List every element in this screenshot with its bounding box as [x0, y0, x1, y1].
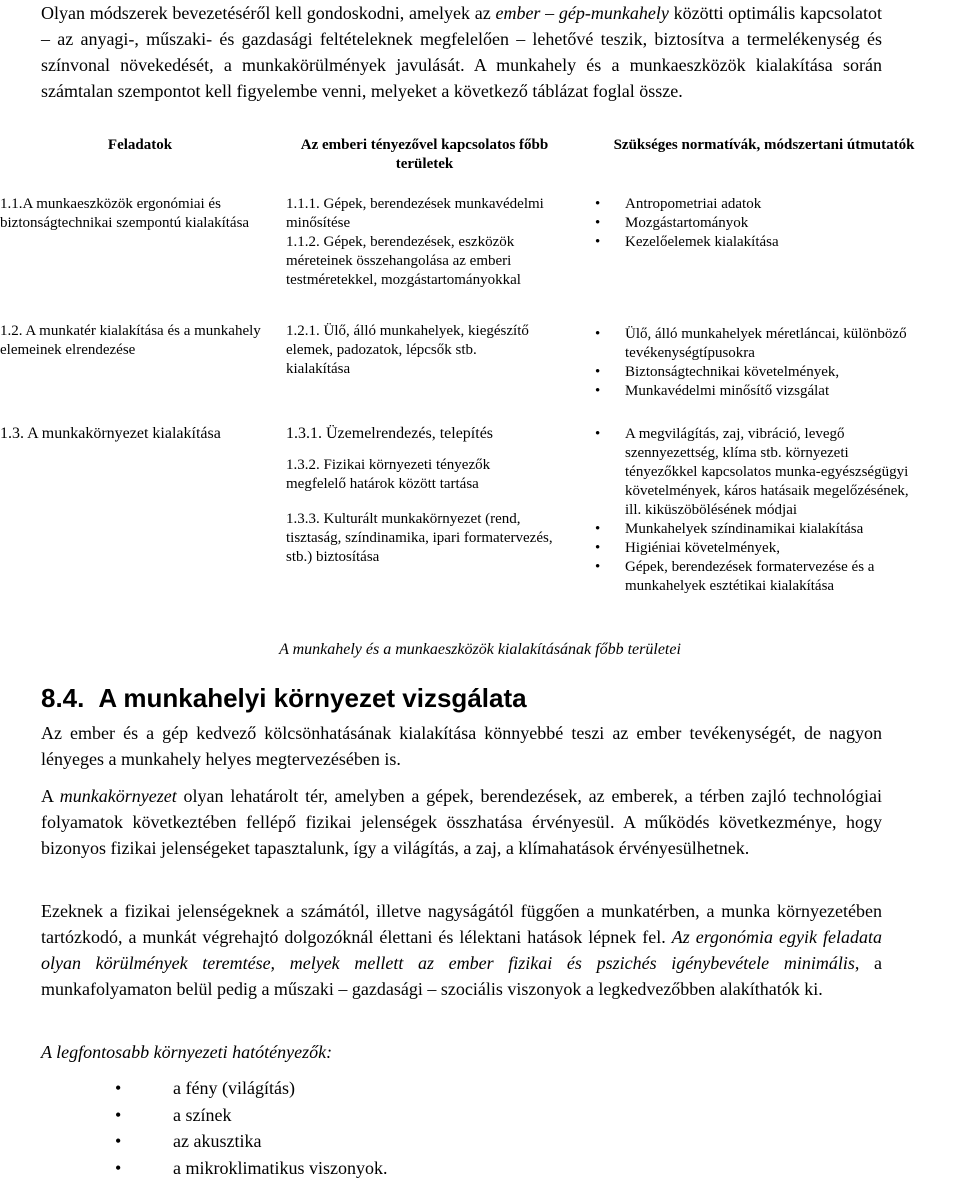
row2-task: 1.2. A munkatér kialakítása és a munkahely elemeinek elrendezése: [0, 322, 270, 360]
bullet-icon: •: [115, 1155, 121, 1181]
bullet-icon: •: [115, 1075, 121, 1102]
header-emberi-tenyezo: Az emberi tényezővel kapcsolatos főbb területek: [282, 136, 567, 174]
list-item: [173, 1102, 387, 1129]
header-normativak: Szükséges normatívák, módszertani útmutatók: [568, 136, 960, 155]
intro-paragraph: [41, 0, 882, 104]
norm-text: Mozgástartományok: [625, 215, 748, 231]
bullet-icon: •: [115, 1102, 121, 1129]
p3-text-b: , a munkafolyamaton belül pedig a műszaki – gazdasági – szociális viszonyok a legkedvezőbben alakíthatók ki.: [41, 953, 882, 999]
factors-title: A legfontosabb környezeti hatótényezők:: [41, 1039, 332, 1065]
p2-text-a: A: [41, 786, 60, 806]
list-item: [625, 520, 925, 539]
norm-text: Biztonságtechnikai követelmények,: [625, 364, 839, 380]
factor-text: az akusztika: [173, 1131, 261, 1151]
list-item: [173, 1155, 387, 1181]
list-item: [625, 325, 925, 363]
paragraph-2: [41, 783, 882, 861]
row3-area-3: 1.3.3. Kulturált munkakörnyezet (rend, tisztaság, színdinamika, ipari formatervezés, stb.) biztosítása: [286, 510, 561, 567]
list-item: [625, 539, 925, 558]
norm-text: Antropometriai adatok: [625, 196, 761, 212]
list-item: [625, 363, 925, 382]
norm-text: Gépek, berendezések formatervezése és a munkahelyek esztétikai kialakítása: [625, 559, 874, 594]
row1-task: 1.1.A munkaeszközök ergonómiai és biztonságtechnikai szempontú kialakítása: [0, 195, 262, 233]
list-item: [625, 195, 925, 214]
bullet-icon: •: [595, 214, 600, 233]
bullet-icon: •: [595, 425, 600, 444]
list-item: [625, 233, 925, 252]
list-item: [173, 1075, 387, 1102]
norm-text: Munkavédelmi minősítő vizsgálat: [625, 383, 829, 399]
section-title: A munkahelyi környezet vizsgálata: [98, 683, 526, 713]
bullet-icon: •: [595, 382, 600, 401]
p2-text-b: olyan lehatárolt tér, amelyben a gépek, berendezések, az emberek, a térben zajló technológiai folyamatok következtében fellépő fizikai jelenségek összhatása érvényesül. A működés következménye, hogy bizonyos fizikai jelenségeket tapasztalunk, így a világítás, a zaj, a klímahatások érvényesülhetnek.: [41, 786, 882, 858]
factors-list: [173, 1075, 387, 1181]
paragraph-1: Az ember és a gép kedvező kölcsönhatásának kialakítása könnyebbé teszi az ember tevékenységét, de nagyon lényeges a munkahely helyes megtervezésében is.: [41, 720, 882, 772]
row2-area-1: 1.2.1. Ülő, álló munkahelyek, kiegészítő elemek, padozatok, lépcsők stb. kialakítása: [286, 322, 531, 379]
row3-task: 1.3. A munkakörnyezet kialakítása: [0, 424, 280, 443]
bullet-icon: •: [595, 520, 600, 539]
row1-norms-list: [625, 195, 925, 252]
list-item: [625, 558, 935, 596]
bullet-icon: •: [115, 1128, 121, 1155]
bullet-icon: •: [595, 233, 600, 252]
row1-area-1: 1.1.1. Gépek, berendezések munkavédelmi minősítése: [286, 195, 556, 233]
factor-text: a fény (világítás): [173, 1078, 295, 1098]
list-item: [625, 214, 925, 233]
section-number: 8.4.: [41, 683, 84, 713]
bullet-icon: •: [595, 195, 600, 214]
list-item: [173, 1128, 387, 1155]
norm-text: Ülő, álló munkahelyek méretláncai, különböző tevékenységtípusokra: [625, 326, 907, 361]
p2-emphasis: munkakörnyezet: [60, 786, 177, 806]
norm-text: Munkahelyek színdinamikai kialakítása: [625, 521, 863, 537]
row3-norms-list: [625, 425, 925, 596]
paragraph-3: [41, 898, 882, 1002]
p3-emphasis: Az ergonómia egyik feladata olyan körülmények teremtése, melyek mellett az ember fizikai és pszichés igénybevétele minimális: [41, 927, 882, 973]
norm-text: Kezelőelemek kialakítása: [625, 234, 779, 250]
norm-text: A megvilágítás, zaj, vibráció, levegő szennyezettség, klíma stb. környezeti tényezőkkel kapcsolatos munka-egyészségügyi követelmények, káros hatásaik megelőzésének, ill. kiküszöbölésének módjai: [625, 426, 909, 518]
intro-text-b: közötti optimális kapcsolatot – az anyagi-, műszaki- és gazdasági feltételeknek megfelelően – lehetővé teszik, biztosítva a termelékenység és színvonal növekedését, a munkakörülmények javulását. A munkahely és a munkaeszközök kialakítása során számtalan szempontot kell figyelembe venni, melyeket a következő táblázat foglal össze.: [41, 3, 882, 101]
bullet-icon: •: [595, 325, 600, 344]
list-item: [625, 425, 915, 520]
norm-text: Higiéniai követelmények,: [625, 540, 780, 556]
intro-text-a: Olyan módszerek bevezetéséről kell gondoskodni, amelyek az: [41, 3, 495, 23]
row3-area-2: 1.3.2. Fizikai környezeti tényezők megfelelő határok között tartása: [286, 456, 546, 494]
section-heading: [41, 683, 527, 713]
factor-text: a mikroklimatikus viszonyok.: [173, 1158, 387, 1178]
list-item: [625, 382, 925, 401]
bullet-icon: •: [595, 363, 600, 382]
table-caption: A munkahely és a munkaeszközök kialakításának főbb területei: [0, 640, 960, 660]
bullet-icon: •: [595, 539, 600, 558]
p3-text-a: Ezeknek a fizikai jelenségeknek a számától, illetve nagyságától függően a munkatérben, a munka környezetében tartózkodó, a munkát végrehajtó dolgozóknál élettani és lélektani hatások lépnek fel.: [41, 901, 882, 947]
intro-emphasis: ember – gép-munkahely: [495, 3, 668, 23]
row3-area-1: 1.3.1. Üzemelrendezés, telepítés: [286, 424, 566, 443]
factor-text: a színek: [173, 1105, 231, 1125]
row1-area-2: 1.1.2. Gépek, berendezések, eszközök méreteinek összehangolása az emberi testméretekkel, mozgástartományokkal: [286, 233, 566, 290]
header-feladatok: Feladatok: [40, 136, 240, 155]
row2-norms-list: [625, 325, 925, 401]
bullet-icon: •: [595, 558, 600, 577]
